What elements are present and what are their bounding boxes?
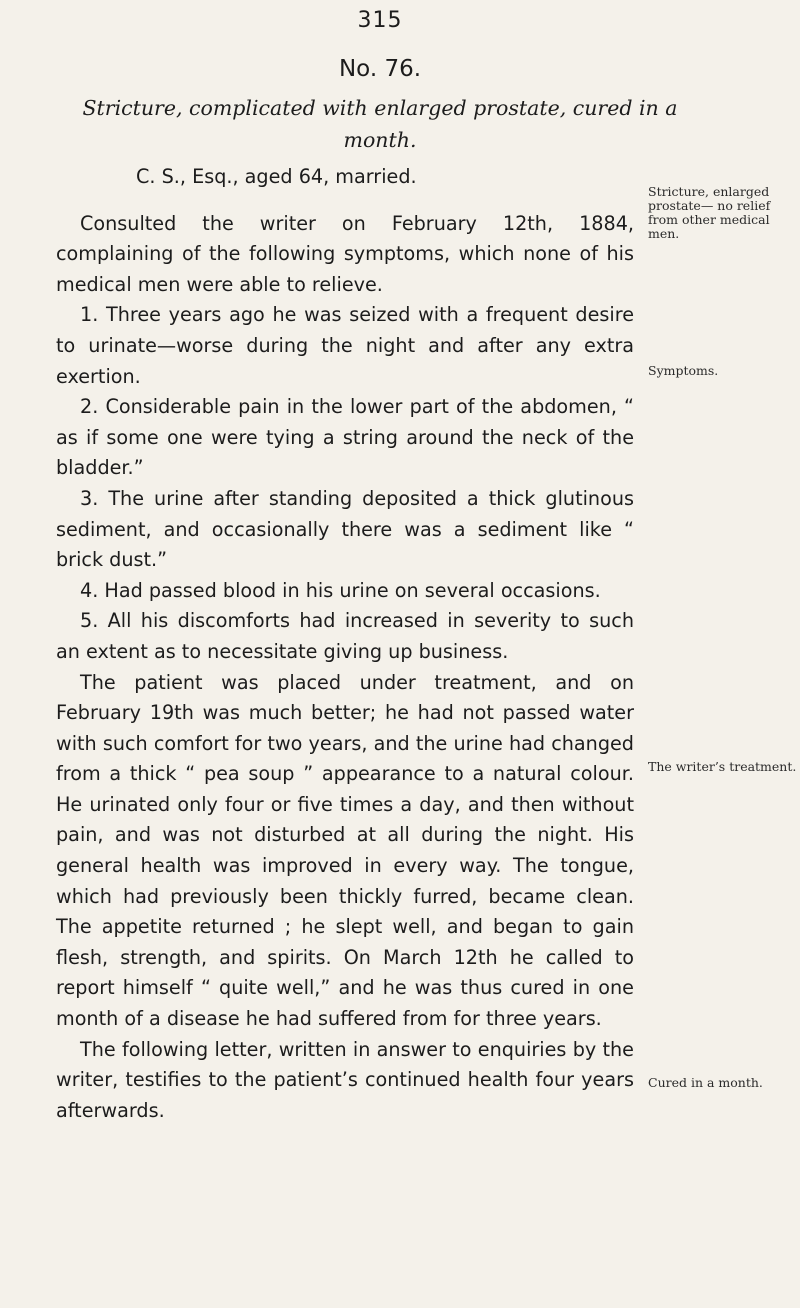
- symptom-item: 2. Considerable pain in the lower part of the abdomen, “ as if some one were tying a string around the neck of the bladder.”: [56, 395, 634, 480]
- symptom-item: 1. Three years ago he was seized with a frequent desire to urinate—worse during the night and after any extra exertion.: [56, 303, 634, 388]
- symptom-item: 5. All his discomforts had increased in severity to such an extent as to necessitate giving up business.: [56, 609, 634, 663]
- closing-paragraph: The following letter, written in answer to enquiries by the writer, testifies to the patient’s continued health four years afterwards.: [56, 1037, 634, 1122]
- symptom-item: 3. The urine after standing deposited a thick glutinous sediment, and occasionally there was a sediment like “ brick dust.”: [56, 486, 634, 572]
- patient-line: C. S., Esq., aged 64, married.: [136, 165, 417, 188]
- margin-note-treatment: The writer’s treatment.: [648, 759, 797, 774]
- treatment-paragraph: The patient was placed under treatment, and on February 19th was much better; he had not passed water with such comfort for two years, and the urine had changed from a thick “ pea soup ” appearance to a natural colour. He urinated only four or five times a day, and then without pain, and was not disturbed at all during the night. His general health was improved in every way. The tongue, which had previously been thickly furred, became clean. The appetite returned ; he slept well, and began to gain flesh, strength, and spirits. On March 12th he called to report himself “ quite well,” and he was thus cured in one month of a disease he had suffered from for three years.: [56, 670, 634, 1031]
- margin-note-cured: Cured in a month.: [648, 1075, 763, 1090]
- page-number: 315: [357, 8, 403, 33]
- case-title: Stricture, complicated with enlarged prostate, cured in a month.: [82, 96, 678, 152]
- symptom-item: 4. Had passed blood in his urine on several occasions.: [80, 578, 601, 602]
- body-text: [56, 162, 634, 1126]
- margin-note-stricture: Stricture, enlarged prostate— no relief from other medical men.: [648, 184, 771, 241]
- margin-note-symptoms: Symptoms.: [648, 363, 719, 378]
- intro-paragraph: Consulted the writer on February 12th, 1884, complaining of the following symptoms, which none of his medical men were able to relieve.: [56, 211, 634, 296]
- case-number: No. 76.: [338, 56, 422, 82]
